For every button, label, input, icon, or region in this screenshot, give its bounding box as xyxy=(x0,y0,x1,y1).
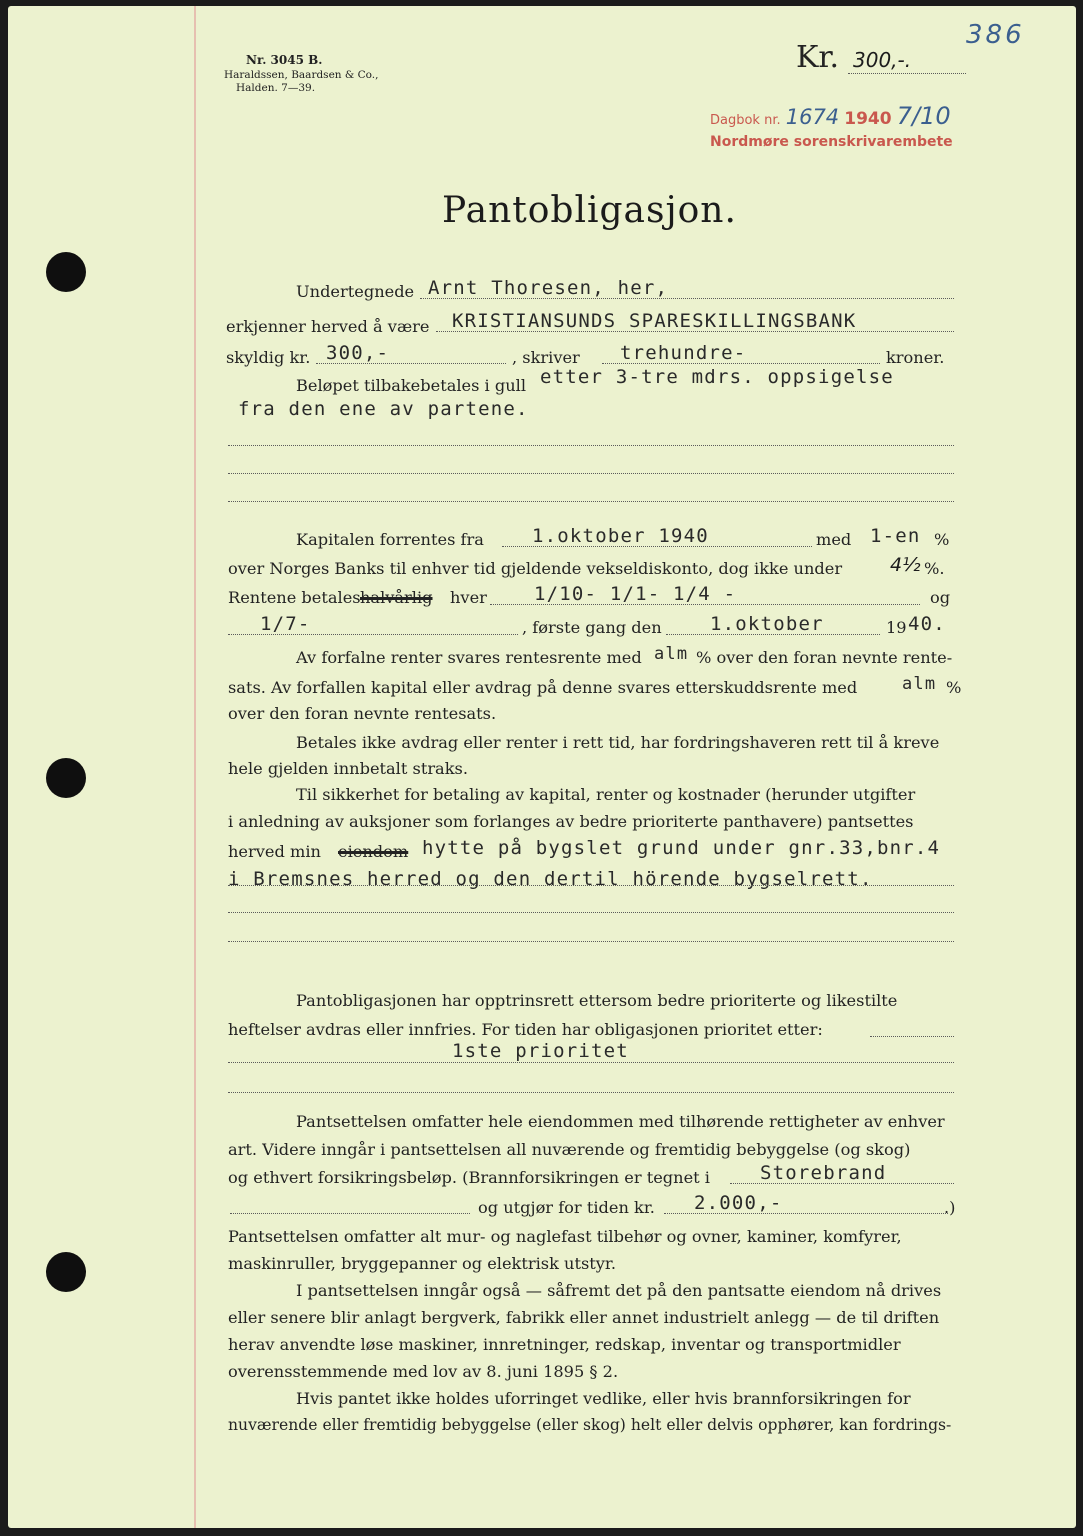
p-omfatter-3: og ethvert forsikringsbeløp. (Brannforsikringen er tegnet i xyxy=(228,1168,710,1187)
document-page xyxy=(8,6,1076,1528)
first-year-prefix: 19 xyxy=(886,618,907,637)
interest-terms: 1/10- 1/1- 1/4 - xyxy=(534,583,737,605)
first-year-suffix: 40. xyxy=(908,613,946,635)
p-opptrin-1: Pantobligasjonen har opptrinsrett ettersom bedre prioriterte og likestilte xyxy=(296,991,898,1010)
p-betales-1: Betales ikke avdrag eller renter i rett tid, har fordringshaveren rett til å kreve xyxy=(296,733,940,752)
first-date: 1.oktober xyxy=(710,613,824,635)
insured-amount: 2.000,- xyxy=(694,1192,783,1214)
p-bergverk-3: herav anvendte løse maskiner, innretninger, redskap, inventar og transportmidler xyxy=(228,1335,901,1354)
stamp-year: 1940 xyxy=(844,109,892,129)
amount-header-value: 300,-. xyxy=(853,48,912,72)
insurer: Storebrand xyxy=(760,1162,887,1184)
stamp-date: 7/10 xyxy=(896,102,951,130)
p-opptrin-2: heftelser avdras eller innfries. For tiden har obligasjonen prioritet etter: xyxy=(228,1020,823,1039)
p-bergverk-2: eller senere blir anlagt bergverk, fabrikk eller annet industrielt anlegg — de til driften xyxy=(228,1308,940,1327)
renter-pct: % xyxy=(946,678,962,697)
kroner-label: kroner. xyxy=(886,348,945,367)
blank-line xyxy=(228,473,954,474)
repayment-line-2: fra den ene av partene. xyxy=(238,398,529,420)
creditor-line xyxy=(436,331,954,332)
blank-line xyxy=(228,501,954,502)
p-mur-2: maskinruller, bryggepanner og elektrisk utstyr. xyxy=(228,1254,617,1273)
priority-line xyxy=(870,1036,954,1037)
registration-stamp xyxy=(710,102,951,130)
p-omfatter-2: art. Videre inngår i pantsettelsen all nuværende og fremtidig bebyggelse (og skog) xyxy=(228,1140,911,1159)
renter-alm: alm xyxy=(654,644,689,664)
first-date-line xyxy=(666,634,880,635)
p-omfatter-4: og utgjør for tiden kr. xyxy=(478,1198,655,1217)
hver-label: hver xyxy=(450,588,487,607)
amount-header-label: Kr. xyxy=(796,40,839,75)
priority-line-2 xyxy=(228,1062,954,1063)
p-renter-3: sats. Av forfallen kapital eller avdrag på denne svares etterskuddsrente med xyxy=(228,678,858,697)
amount-header-line xyxy=(848,73,966,74)
printer-line-2: Halden. 7—39. xyxy=(236,82,316,94)
med-label: med xyxy=(816,530,852,549)
erkjenner-label: erkjenner herved å være xyxy=(226,317,430,336)
percent-sign: % xyxy=(934,530,950,549)
kapitalen-label: Kapitalen forrentes fra xyxy=(296,530,484,549)
punch-hole xyxy=(46,252,86,292)
stamp-dagbok-number: 1674 xyxy=(785,105,840,129)
p-vedlike-2: nuværende eller fremtidig bebyggelse (eller skog) helt eller delvis opphører, kan fordrings- xyxy=(228,1416,952,1434)
term-last-line xyxy=(228,634,518,635)
minimum-rate-suffix: %. xyxy=(924,559,945,578)
renter-alm-2: alm xyxy=(902,674,937,694)
stamp-dagbok-label: Dagbok nr. xyxy=(710,113,781,128)
document-title: Pantobligasjon. xyxy=(442,190,737,231)
skriver-label: , skriver xyxy=(512,348,580,367)
blank-line xyxy=(228,941,954,942)
og-label: og xyxy=(930,588,951,607)
minimum-rate: 4½ xyxy=(890,554,921,576)
margin-rule xyxy=(194,6,196,1528)
rate-above: 1-en xyxy=(870,525,921,547)
blank-line xyxy=(228,445,954,446)
start-date-line xyxy=(502,546,812,547)
creditor-name: KRISTIANSUNDS SPARESKILLINGSBANK xyxy=(452,310,857,332)
undertegnede-label: Undertegnede xyxy=(296,282,415,301)
p-sikkerhet-1: Til sikkerhet for betaling av kapital, renter og kostnader (herunder utgifter xyxy=(296,785,916,804)
rentene-label: Rentene betales xyxy=(228,588,361,607)
property-line-1: hytte på bygslet grund under gnr.33,bnr.4 xyxy=(422,837,941,859)
stamp-office: Nordmøre sorenskrivarembete xyxy=(710,134,953,150)
over-text: over Norges Banks til enhver tid gjeldende vekseldiskonto, dog ikke under xyxy=(228,559,843,578)
p-renter-1: Av forfalne renter svares rentesrente med xyxy=(296,648,642,667)
p-bergverk-4: overensstemmende med lov av 8. juni 1895 § 2. xyxy=(228,1362,619,1381)
terms-line xyxy=(490,604,920,605)
property-line-2: i Bremsnes herred og den dertil hörende bygselrett. xyxy=(228,868,873,890)
debtor-line xyxy=(420,298,954,299)
priority: 1ste prioritet xyxy=(452,1040,629,1062)
skyldig-label: skyldig kr. xyxy=(226,348,311,367)
insurer-line xyxy=(730,1183,954,1184)
printer-line-1: Haraldssen, Baardsen & Co., xyxy=(224,69,379,81)
term-last: 1/7- xyxy=(260,613,311,635)
loan-amount: 300,- xyxy=(326,342,390,364)
p-omfatter-1: Pantsettelsen omfatter hele eiendommen med tilhørende rettigheter av enhver xyxy=(296,1112,945,1131)
debtor-name: Arnt Thoresen, her, xyxy=(428,277,669,299)
close-paren: .) xyxy=(944,1198,956,1217)
blank-line xyxy=(228,912,954,913)
property-line xyxy=(228,885,954,886)
page-number: 386 xyxy=(966,20,1025,50)
amount-words-line xyxy=(602,363,880,364)
interest-start-date: 1.oktober 1940 xyxy=(532,525,709,547)
p-renter-2: % over den foran nevnte rente- xyxy=(696,648,953,667)
p-vedlike-1: Hvis pantet ikke holdes uforringet vedlike, eller hvis brannforsikringen for xyxy=(296,1389,911,1408)
punch-hole xyxy=(46,1252,86,1292)
amount-in-words: trehundre- xyxy=(620,342,747,364)
p-mur-1: Pantsettelsen omfatter alt mur- og naglefast tilbehør og ovner, kaminer, komfyrer, xyxy=(228,1227,902,1246)
punch-hole xyxy=(46,758,86,798)
p-renter-4: over den foran nevnte rentesats. xyxy=(228,704,497,723)
blank-line xyxy=(228,1092,954,1093)
p-sikkerhet-2: i anledning av auksjoner som forlanges av bedre prioriterte panthavere) pantsettes xyxy=(228,812,914,831)
p-sikkerhet-3: herved min xyxy=(228,842,321,861)
repayment-line-1: etter 3-tre mdrs. oppsigelse xyxy=(540,366,894,388)
belopet-label: Beløpet tilbakebetales i gull xyxy=(296,376,527,395)
form-number: Nr. 3045 B. xyxy=(246,53,323,67)
insured-pre-line xyxy=(230,1213,470,1214)
p-betales-2: hele gjelden innbetalt straks. xyxy=(228,759,468,778)
struck-eiendom: eiendom xyxy=(338,842,409,861)
p-bergverk-1: I pantsettelsen inngår også — såfremt det på den pantsatte eiendom nå drives xyxy=(296,1281,942,1300)
forste-label: , første gang den xyxy=(522,618,662,637)
amount-line xyxy=(316,363,506,364)
struck-halvarlig: halvårlig xyxy=(360,588,433,607)
insured-amount-line xyxy=(664,1213,948,1214)
